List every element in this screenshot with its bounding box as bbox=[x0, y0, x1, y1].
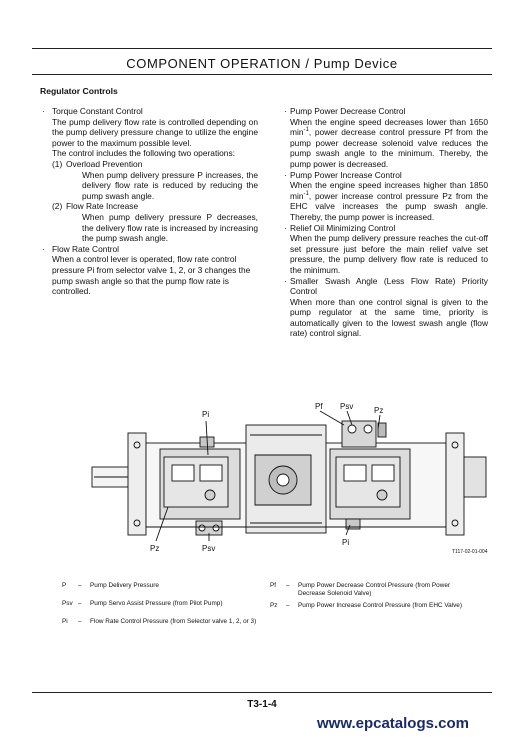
figure-id: T117-02-01-004 bbox=[452, 549, 488, 555]
watermark: www.epcatalogs.com bbox=[317, 715, 469, 732]
label-pi-top: Pi bbox=[202, 410, 210, 419]
smaller-swash-section bbox=[280, 276, 488, 340]
power-decrease-body: When the engine speed decreases lower than 1650 $\min^{-1}$, power decrease control pressure Pf from the pump power decrease solenoid valve reduces the pump swash angle to the minimum. Thereby, the pump power is decreased. bbox=[290, 116, 488, 169]
power-increase-body: When the engine speed increases higher than 1850 $\min^{-1}$, power increase control pressure Pz from the EHC valve increases the pump swash angle. Thereby, the pump power is increased. bbox=[290, 180, 488, 222]
operation-body: When pump delivery pressure P decreases, the delivery flow rate is increased by increasing the pump swash angle. bbox=[82, 211, 258, 244]
flow-rate-body: When a control lever is operated, flow rate control pressure Pi from selector valve 1, 2, or 3 changes the pump swash angle so that the pump flow rate is controlled. bbox=[52, 254, 251, 297]
page-number: T3-1-4 bbox=[247, 699, 277, 710]
label-pf: Pf bbox=[315, 402, 323, 411]
relief-oil-section bbox=[280, 223, 488, 276]
operation-title: Overload Prevention bbox=[66, 158, 143, 169]
right-regulator bbox=[336, 457, 400, 507]
bullet: · bbox=[284, 222, 287, 233]
operation-overload bbox=[36, 159, 258, 201]
left-column bbox=[36, 106, 258, 297]
flow-rate-section bbox=[36, 244, 258, 297]
power-increase-section bbox=[280, 170, 488, 223]
torque-constant-title: Torque Constant Control bbox=[52, 106, 143, 116]
bullet: · bbox=[42, 243, 45, 254]
flow-rate-title: Flow Rate Control bbox=[52, 243, 120, 254]
pump-regulator-diagram bbox=[60, 395, 495, 565]
operation-flow-increase bbox=[36, 201, 258, 243]
top-regulator bbox=[342, 421, 376, 447]
gear-pump bbox=[464, 457, 486, 497]
section-title: Regulator Controls bbox=[40, 86, 118, 96]
left-regulator bbox=[164, 457, 228, 507]
torque-constant-intro: The control includes the following two operations: bbox=[52, 148, 235, 159]
bullet: · bbox=[284, 106, 287, 116]
legend-right: Pf – Pump Power Decrease Control Pressure (from Power Decrease Solenoid Valve) Pz – Pump Power Increase Control Pressure (from EHC Valve) bbox=[270, 582, 462, 609]
smaller-swash-title: Smaller Swash Angle (Less Flow Rate) Priority Control bbox=[290, 275, 488, 297]
label-pz-top: Pz bbox=[374, 406, 384, 415]
label-pz-bottom: Pz bbox=[150, 544, 160, 553]
footer-rule bbox=[32, 692, 492, 693]
operation-number: (1) bbox=[52, 158, 63, 169]
label-pi-bottom: Pi bbox=[342, 538, 350, 547]
power-decrease-section bbox=[280, 106, 488, 170]
bullet: · bbox=[284, 275, 287, 286]
bullet: · bbox=[42, 106, 45, 116]
torque-constant-section bbox=[36, 106, 258, 244]
torque-constant-body: The pump delivery flow rate is controlled depending on the pump delivery pressure change to utilize the engine power to the maximum possible level. bbox=[52, 116, 258, 148]
header-bottom-rule bbox=[32, 74, 492, 75]
label-psv-top: Psv bbox=[340, 402, 354, 411]
page-header-title: COMPONENT OPERATION / Pump Device bbox=[126, 56, 398, 71]
legend-left: P – Pump Delivery Pressure Psv – Pump Servo Assist Pressure (from Pilot Pump) Pi – Flow Rate Control Pressure (from Selector valve 1, 2, or 3) bbox=[62, 582, 257, 625]
operation-title: Flow Rate Increase bbox=[66, 201, 139, 212]
power-decrease-title: Pump Power Decrease Control bbox=[290, 106, 406, 116]
power-increase-title: Pump Power Increase Control bbox=[290, 169, 402, 180]
right-column bbox=[280, 106, 488, 339]
smaller-swash-body: When more than one control signal is given to the pump regulator at the same time, priority is automatically given to the lowest swash angle (flow rate) control signal. bbox=[290, 296, 488, 339]
relief-oil-body: When the pump delivery pressure reaches the cut-off set pressure just before the main relief valve set pressure, the pump delivery flow rate is reduced to the minimum. bbox=[290, 233, 488, 275]
header-top-rule bbox=[32, 48, 492, 49]
label-psv-bottom: Psv bbox=[202, 544, 216, 553]
operation-number: (2) bbox=[52, 201, 63, 212]
relief-oil-title: Relief Oil Minimizing Control bbox=[290, 222, 396, 233]
operation-body: When pump delivery pressure P increases, the delivery flow rate is reduced by reducing the pump swash angle. bbox=[82, 169, 258, 201]
bullet: · bbox=[284, 169, 287, 180]
